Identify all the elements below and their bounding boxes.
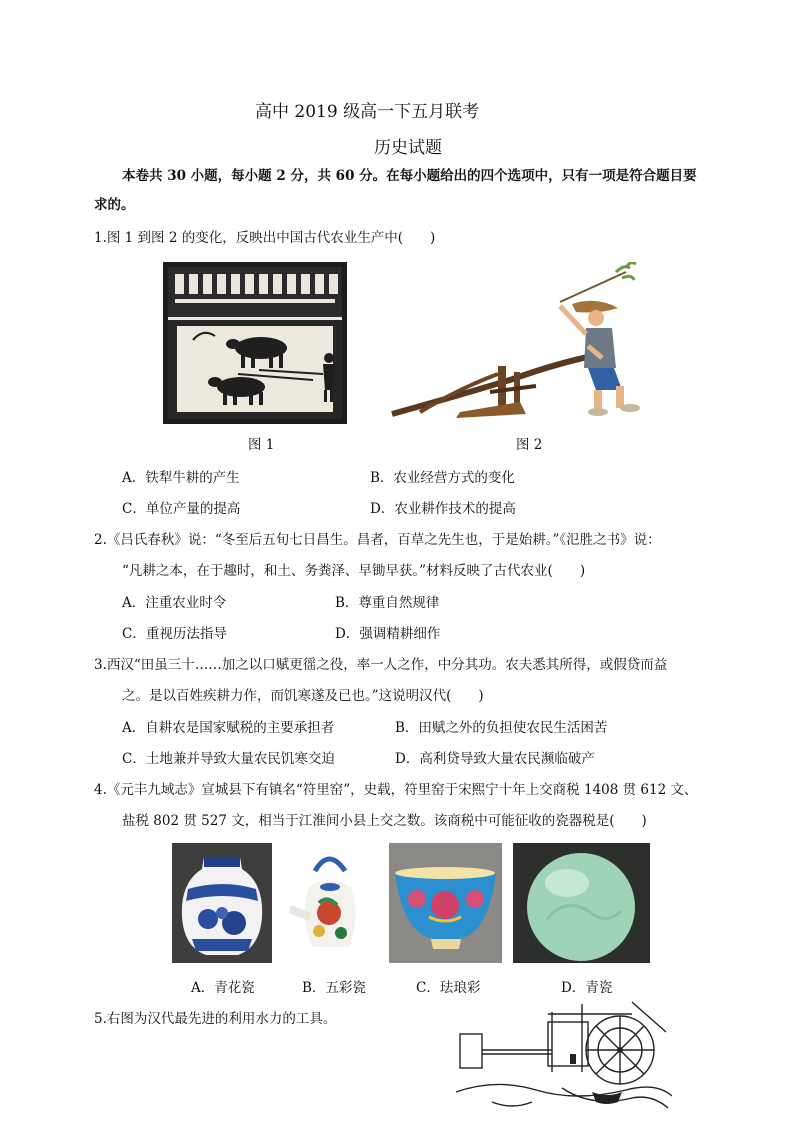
question-3-option-b: B．田赋之外的负担使农民生活困苦 [395,720,608,736]
figure-1-ox-plough-relief [163,262,347,424]
instructions-line-2: 求的。 [94,197,135,213]
question-2-option-b: B．尊重自然规律 [335,595,440,611]
question-1-option-a: A．铁犁牛耕的产生 [122,470,240,486]
enamel-porcelain-image [389,843,502,963]
question-2-option-c: C．重视历法指导 [122,626,227,642]
exam-title: 高中 2019 级高一下五月联考 [255,102,480,122]
figure-2-caption: 图 2 [516,437,543,453]
question-1-option-d: D．农业耕作技术的提高 [370,501,516,517]
image-caption-c: C．珐琅彩 [416,980,481,996]
question-1-option-c: C．单位产量的提高 [122,501,241,517]
image-caption-d: D．青瓷 [561,980,613,996]
water-powered-bellows-drawing [452,992,672,1123]
five-color-porcelain-image [279,843,379,963]
figure-1-caption: 图 1 [248,437,275,453]
figure-2-curved-plough [390,262,660,424]
question-5-stem: 5.右图为汉代最先进的利用水力的工具。 [94,1011,337,1027]
blue-white-porcelain-image [172,843,272,963]
question-3-stem-line-1: 3.西汉“田虽三十……加之以口赋更徭之役，率一人之作，中分其功。农夫悉其所得，或假贷而益 [94,657,668,673]
question-2-option-d: D．强调精耕细作 [335,626,441,642]
question-2-stem-line-2: “凡耕之本，在于趣时，和土、务粪泽、早锄早获。”材料反映了古代农业( ) [122,563,586,579]
question-3-option-a: A．自耕农是国家赋税的主要承担者 [122,720,335,736]
question-4-stem-line-1: 4.《元丰九域志》宣城县下有镇名“符里窑”，史载，符里窑于宋熙宁十年上交商税 1408 贯 612 文、 [94,782,698,798]
question-1-option-b: B．农业经营方式的变化 [370,470,515,486]
image-caption-a: A．青花瓷 [191,980,255,996]
question-3-stem-line-2: 之。是以百姓疾耕力作，而饥寒遂及已也。”这说明汉代( ) [122,688,484,704]
instructions-line-1: 本卷共 30 小题，每小题 2 分，共 60 分。在每小题给出的四个选项中，只有一项是符合题目要 [122,168,697,184]
question-1-stem: 1.图 1 到图 2 的变化，反映出中国古代农业生产中( ) [94,230,436,246]
question-3-option-d: D．高利贷导致大量农民濒临破产 [395,751,595,767]
question-3-option-c: C．土地兼并导致大量农民饥寒交迫 [122,751,335,767]
question-2-option-a: A．注重农业时令 [122,595,227,611]
image-caption-b: B．五彩瓷 [302,980,366,996]
subject-title: 历史试题 [374,138,442,158]
question-4-stem-line-2: 盐税 802 贯 527 文，相当于江淮间小县上交之数。该商税中可能征收的瓷器税是( ) [122,813,647,829]
celadon-porcelain-image [513,843,650,963]
question-2-stem-line-1: 2.《吕氏春秋》说：“冬至后五旬七日昌生。昌者，百草之先生也，于是始耕。”《氾胜之书》说： [94,532,661,548]
